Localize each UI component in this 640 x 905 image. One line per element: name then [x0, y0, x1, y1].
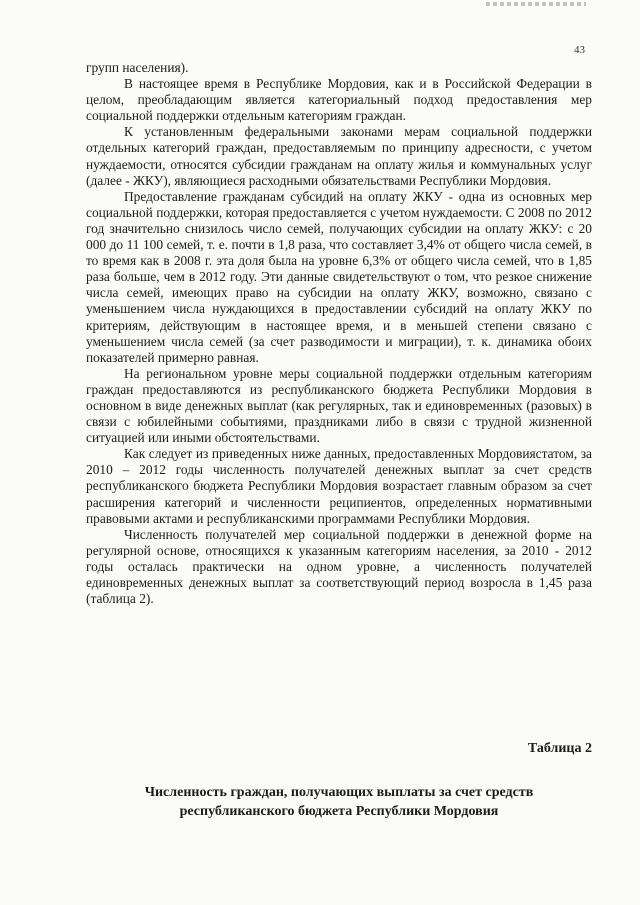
paragraph: Численность получателей мер социальной поддержки в денежной форме на регулярной основе, относящихся к указанным категориям населения, за 2010 - 2012 годы осталась практически на одном уровне, а численность получателей единовременных денежных выплат за соответствующий период возросла в 1,45 раза (таблица 2). [86, 526, 592, 607]
scan-artifact [486, 2, 586, 6]
table-caption: Таблица 2 [527, 741, 592, 756]
body-text [86, 60, 592, 607]
table-title-line: Численность граждан, получающих выплаты за счет средств [144, 785, 534, 800]
paragraph-continuation: групп населения). [86, 60, 189, 75]
table-title-line: республиканского бюджета Республики Мордовия [179, 804, 499, 819]
paragraph: К установленным федеральными законами мерам социальной поддержки отдельных категорий граждан, предоставляемым по принципу адресности, с учетом нуждаемости, относятся субсидии гражданам на оплату жилья и коммунальных услуг (далее - ЖКУ), являющиеся расходными обязательствами Республики Мордовия. [86, 124, 592, 188]
paragraph: На региональном уровне меры социальной поддержки отдельным категориям граждан предоставляются из республиканского бюджета Республики Мордовия в основном в виде денежных выплат (как регулярных, так и единовременных (разовых) в связи с юбилейными событиями, праздниками либо в связи с трудной жизненной ситуацией или иными обстоятельствами. [86, 365, 592, 446]
page-number: 43 [574, 44, 585, 56]
paragraph: Предоставление гражданам субсидий на оплату ЖКУ - одна из основных мер социальной поддержки, которая предоставляется с учетом нуждаемости. С 2008 по 2012 год значительно снизилось число семей, получающих субсидии на оплату ЖКУ: с 20 000 до 11 100 семей, т. е. почти в 1,8 раза, что составляет 3,4% от общего числа семей, в то время как в 2008 г. эта доля была на уровне 6,3% от общего числа семей, что в 1,85 раза больше, чем в 2012 году. Эти данные свидетельствуют о том, что резкое снижение числа семей, имеющих право на субсидии на оплату ЖКУ, возможно, связано с уменьшением числа нуждающихся в предоставлении субсидий на оплату ЖКУ по критериям, действующим в настоящее время, и в меньшей степени связано с уменьшением числа семей (за счет разводимости и миграции), т. к. динамика обоих показателей примерно равная. [86, 188, 592, 365]
table-title [86, 783, 592, 821]
paragraph: Как следует из приведенных ниже данных, предоставленных Мордовиястатом, за 2010 – 2012 годы численность получателей денежных выплат за счет средств республиканского бюджета Республики Мордовия возрастает главным образом за счет расширения категорий и численности реципиентов, определенных нормативными правовыми актами и республиканскими программами Республики Мордовия. [86, 446, 592, 526]
paragraph: В настоящее время в Республике Мордовия, как и в Российской Федерации в целом, преобладающим является категориальный подход предоставления мер социальной поддержки отдельным категориям граждан. [86, 76, 592, 124]
